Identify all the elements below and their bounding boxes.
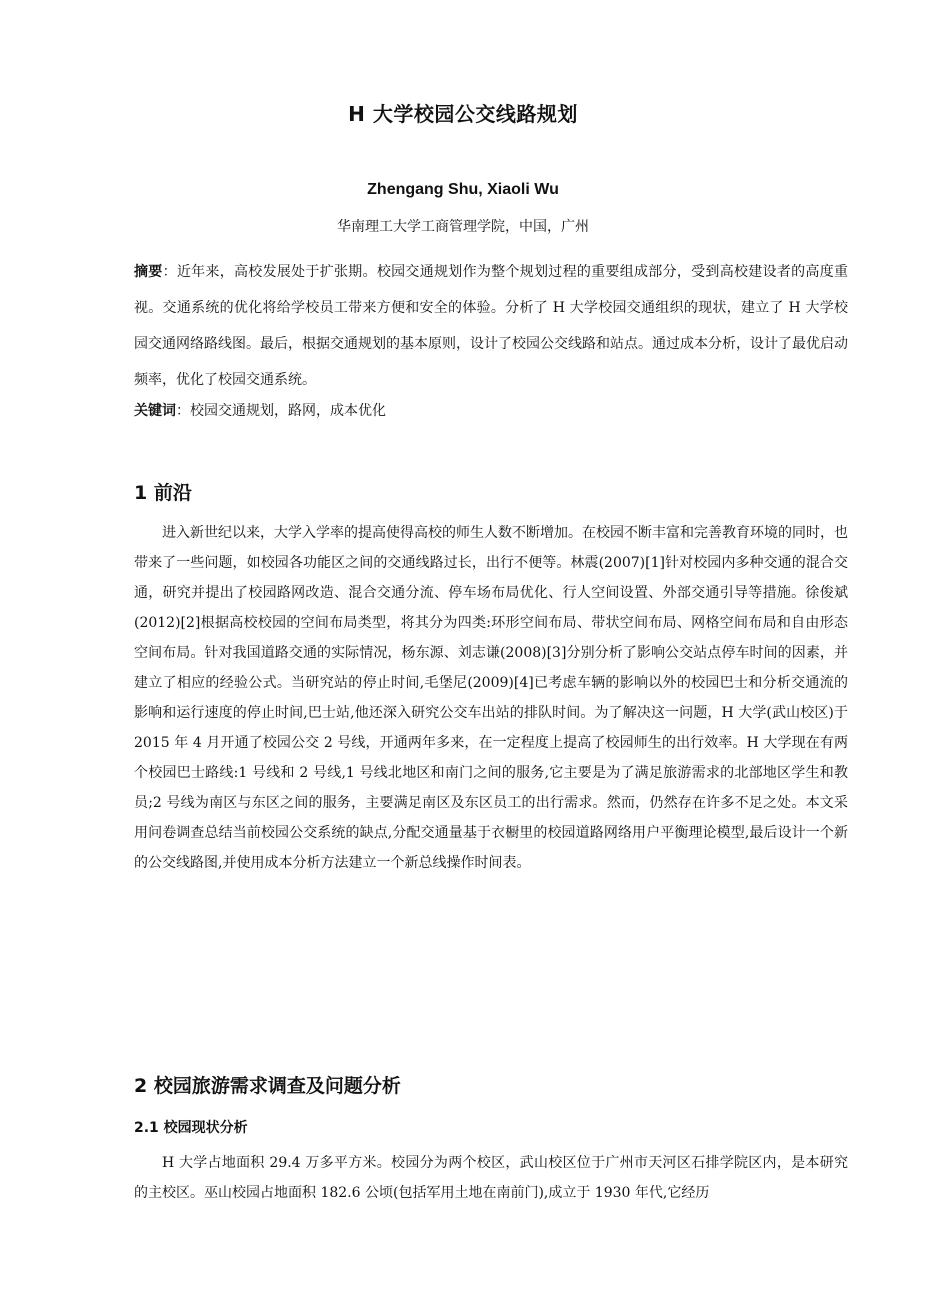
keywords	[134, 396, 848, 426]
section-2-1-paragraph: H 大学占地面积 29.4 万多平方米。校园分为两个校区，武山校区位于广州市天河区石排学院区内，是本研究的主校区。巫山校园占地面积 182.6 公顷(包括军用土地在南前门),成立于 1930 年代,它经历	[134, 1155, 848, 1201]
abstract-label: 摘要	[134, 264, 163, 280]
author-affiliation: 华南理工大学工商管理学院，中国，广州	[337, 219, 589, 235]
section-2-1-heading: 2.1 校园现状分析	[134, 1120, 248, 1136]
abstract-text: ：近年来，高校发展处于扩张期。校园交通规划作为整个规划过程的重要组成部分，受到高校建设者的高度重视。交通系统的优化将给学校员工带来方便和安全的体验。分析了 H 大学校园交通组织的现状，建立了 H 大学校园交通网络路线图。最后，根据交通规划的基本原则，设计了校园公交线路和站点。通过成本分析，设计了最优启动频率，优化了校园交通系统。	[134, 264, 849, 388]
paper-title: H 大学校园公交线路规划	[348, 102, 578, 126]
section-2-heading: 2 校园旅游需求调查及问题分析	[134, 1075, 401, 1097]
abstract	[134, 254, 848, 398]
section-1-heading: 1 前沿	[134, 482, 192, 504]
keywords-label: 关键词	[134, 403, 176, 419]
keywords-text: ：校园交通规划，路网，成本优化	[176, 403, 386, 419]
author-list: Zhengang Shu, Xiaoli Wu	[367, 181, 559, 198]
section-1-paragraph: 进入新世纪以来，大学入学率的提高使得高校的师生人数不断增加。在校园不断丰富和完善教育环境的同时，也带来了一些问题，如校园各功能区之间的交通线路过长，出行不便等。林震(2007)[1]针对校园内多种交通的混合交通，研究并提出了校园路网改造、混合交通分流、停车场布局优化、行人空间设置、外部交通引导等措施。徐俊斌(2012)[2]根据高校校园的空间布局类型，将其分为四类:环形空间布局、带状空间布局、网格空间布局和自由形态空间布局。针对我国道路交通的实际情况，杨东源、刘志谦(2008)[3]分别分析了影响公交站点停车时间的因素，并建立了相应的经验公式。当研究站的停止时间,毛堡尼(2009)[4]已考虑车辆的影响以外的校园巴士和分析交通流的影响和运行速度的停止时间,巴士站,他还深入研究公交车出站的排队时间。为了解决这一问题，H 大学(武山校区)于 2015 年 4 月开通了校园公交 2 号线，开通两年多来，在一定程度上提高了校园师生的出行效率。H 大学现在有两个校园巴士路线:1 号线和 2 号线,1 号线北地区和南门之间的服务,它主要是为了满足旅游需求的北部地区学生和教员;2 号线为南区与东区之间的服务，主要满足南区及东区员工的出行需求。然而，仍然存在许多不足之处。本文采用问卷调查总结当前校园公交系统的缺点,分配交通量基于衣橱里的校园道路网络用户平衡理论模型,最后设计一个新的公交线路图,并使用成本分析方法建立一个新总线操作时间表。	[134, 525, 848, 871]
